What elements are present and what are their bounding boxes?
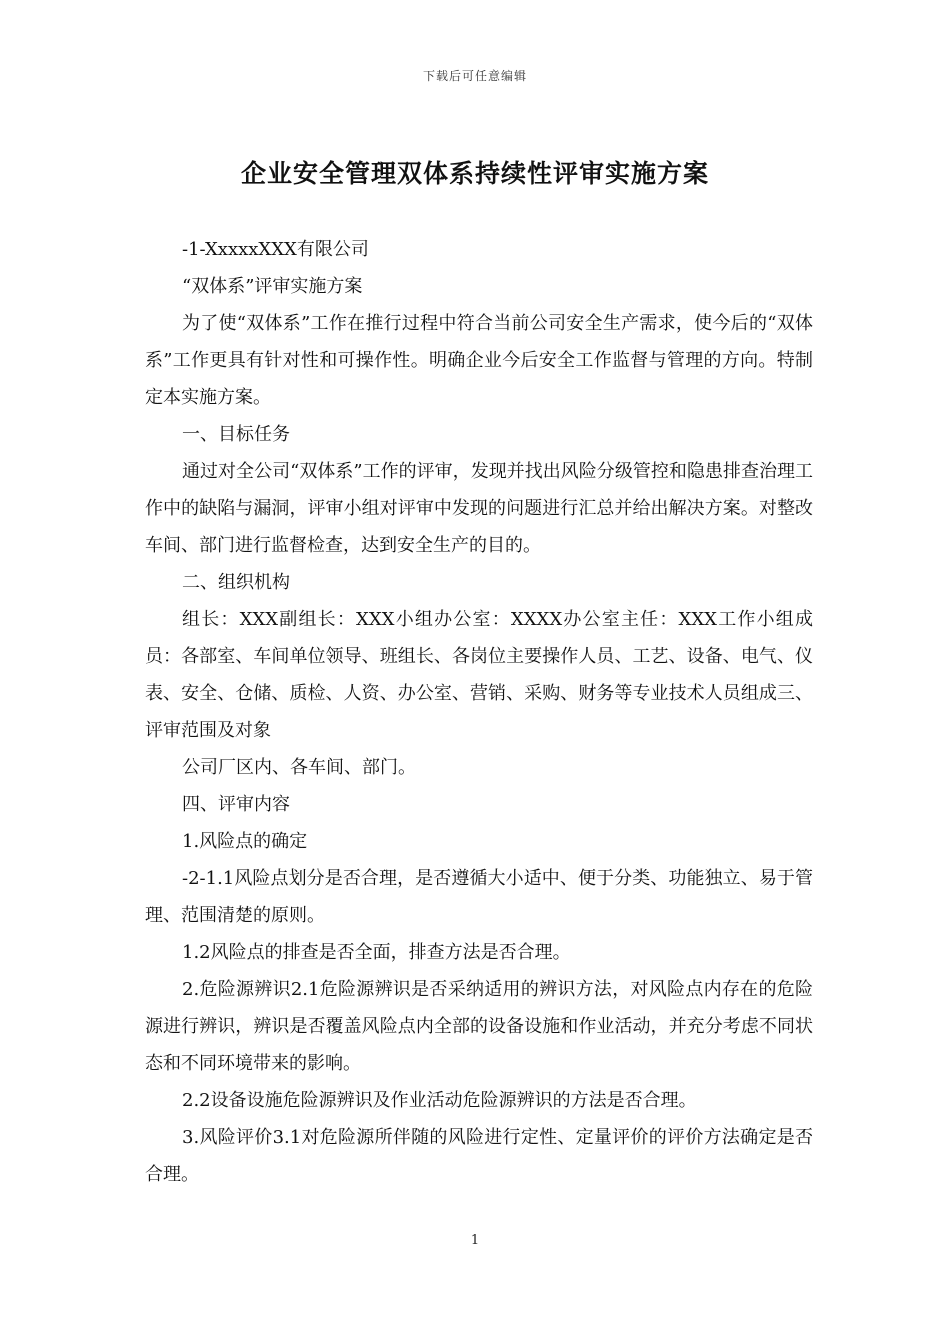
paragraph: 1.2风险点的排查是否全面，排查方法是否合理。: [182, 942, 571, 963]
paragraph: 2.危险源辨识2.1危险源辨识是否采纳适用的辨识方法，对风险点内存在的危险源进行辨识，辨识是否覆盖风险点内全部的设备设施和作业活动，并充分考虑不同状态和不同环境带来的影响。: [145, 979, 813, 1074]
paragraph: -2-1.1风险点划分是否合理，是否遵循大小适中、便于分类、功能独立、易于管理、范围清楚的原则。: [145, 868, 813, 926]
document-title: 企业安全管理双体系持续性评审实施方案: [240, 159, 709, 188]
paragraph: 为了使“双体系”工作在推行过程中符合当前公司安全生产需求，使今后的“双体系”工作更具有针对性和可操作性。明确企业今后安全工作监督与管理的方向。特制定本实施方案。: [145, 313, 813, 408]
section-heading: 四、评审内容: [182, 794, 290, 815]
paragraph: 公司厂区内、各车间、部门。: [182, 757, 416, 778]
section-heading: 二、组织机构: [182, 572, 290, 593]
paragraph: 组长：XXX副组长：XXX小组办公室：XXXX办公室主任：XXX工作小组成员：各部室、车间单位领导、班组长、各岗位主要操作人员、工艺、设备、电气、仪表、安全、仓储、质检、人资、办公室、营销、采购、财务等专业技术人员组成三、评审范围及对象: [145, 609, 813, 741]
paragraph: 1.风险点的确定: [182, 831, 308, 852]
paragraph: 通过对全公司“双体系”工作的评审，发现并找出风险分级管控和隐患排查治理工作中的缺陷与漏洞，评审小组对评审中发现的问题进行汇总并给出解决方案。对整改车间、部门进行监督检查，达到安全生产的目的。: [145, 461, 813, 556]
page-number: 1: [470, 1233, 480, 1248]
header-note: 下载后可任意编辑: [422, 69, 527, 83]
paragraph: “双体系”评审实施方案: [182, 276, 363, 297]
paragraph: 2.2设备设施危险源辨识及作业活动危险源辨识的方法是否合理。: [182, 1090, 697, 1111]
section-heading: 一、目标任务: [182, 424, 290, 445]
document-body: [145, 231, 813, 1193]
paragraph: 3.风险评价3.1对危险源所伴随的风险进行定性、定量评价的评价方法确定是否合理。: [145, 1127, 813, 1185]
paragraph: -1-XxxxxXXX有限公司: [182, 239, 369, 260]
